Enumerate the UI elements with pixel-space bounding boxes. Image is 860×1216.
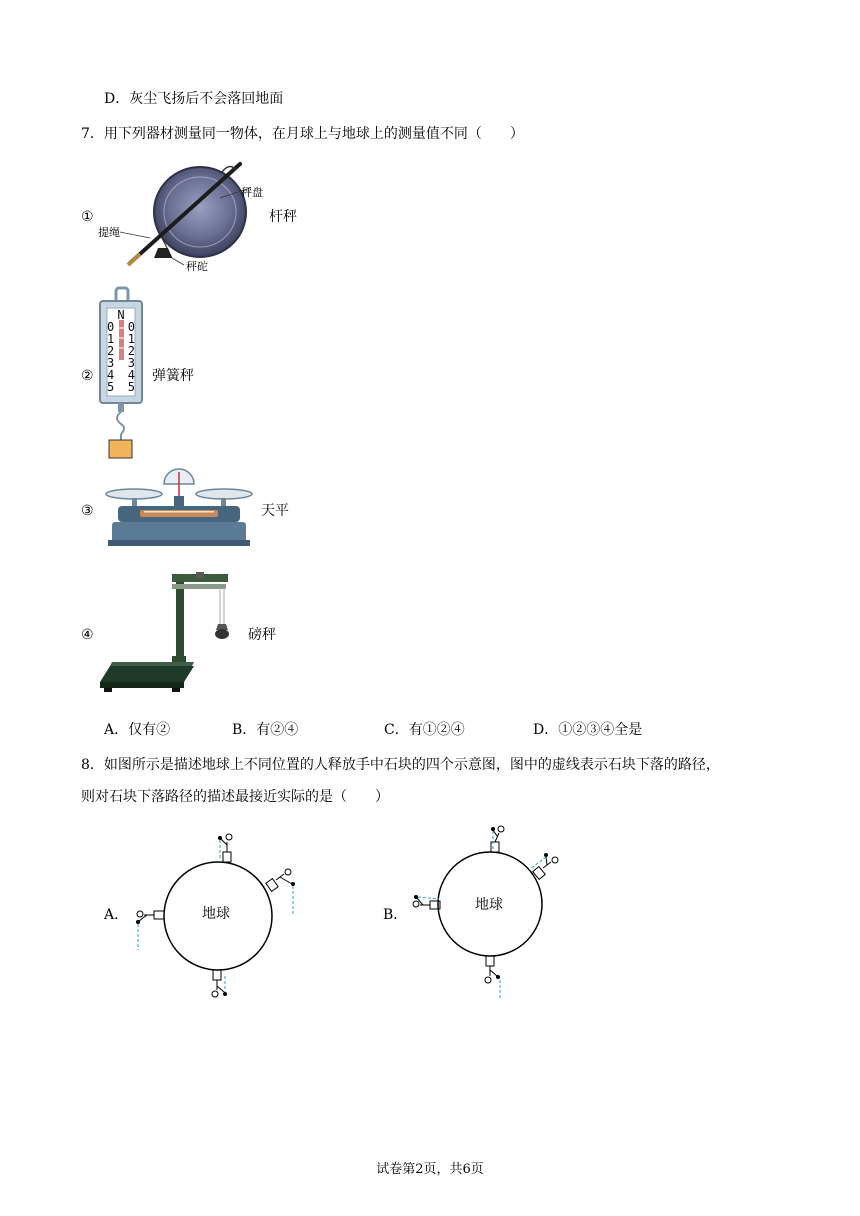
scale-tick-left: 1 [107,332,115,346]
person-right [266,869,292,891]
scale-tick-left: 0 [107,320,115,334]
item-1-number: ① [81,209,94,225]
page-footer: 试卷第2页，共6页 [376,1162,484,1177]
scale-tick-right: 1 [127,332,135,346]
person-left [137,911,164,921]
person-bottom [212,970,224,997]
q7-option-a[interactable]: A．仅有② [104,722,171,738]
platform-scale-illustration [100,570,240,694]
scale-tick-left: 5 [107,380,115,394]
balance-illustration [104,470,254,548]
scale-tick-right: 2 [127,344,135,358]
diagram-a-earth-label: 地球 [202,906,230,922]
spring-scale-unit: N [117,308,125,322]
person-left [413,898,440,909]
q8-stem-line1: 8．如图所示是描述地球上不同位置的人释放手中石块的四个示意图，图中的虚线表示石块下落的路径， [81,757,720,773]
scale-tick-left: 2 [107,344,115,358]
q7-option-d[interactable]: D．①②③④全是 [533,722,643,738]
scale-tick-right: 3 [127,356,135,370]
item-3-name: 天平 [261,503,289,519]
item-2-number: ② [81,368,94,384]
item-2-name: 弹簧秤 [152,368,194,384]
diagram-b-earth-label: 地球 [475,897,503,913]
scale-tick-left: 4 [107,368,115,382]
item-1-name: 杆秤 [269,209,297,225]
q7-option-c[interactable]: C．有①②④ [384,722,465,738]
q6-option-d: D．灰尘飞扬后不会落回地面 [104,91,284,107]
q7-option-b[interactable]: B．有②④ [232,722,299,738]
person-top [221,834,232,862]
item-4-number: ④ [81,627,94,643]
person-right [533,856,558,879]
steelyard-pan-label: 秤盘 [241,186,263,199]
scale-tick-right: 0 [127,320,135,334]
q7-stem: 7．用下列器材测量同一物体，在月球上与地球上的测量值不同（ ） [81,126,524,142]
scale-tick-right: 4 [127,368,135,382]
scale-tick-right: 5 [127,380,135,394]
person-bottom [485,956,497,983]
q8-option-a[interactable]: A． [104,907,129,923]
item-3-number: ③ [81,503,94,519]
q8-option-b[interactable]: B． [383,907,408,923]
steelyard-rope-label: 提绳 [98,226,120,239]
scale-tick-left: 3 [107,356,115,370]
q8-stem-line2: 则对石块下落路径的描述最接近实际的是（ ） [81,789,389,805]
item-4-name: 磅秤 [248,627,276,643]
steelyard-weight-label: 秤砣 [186,260,208,273]
